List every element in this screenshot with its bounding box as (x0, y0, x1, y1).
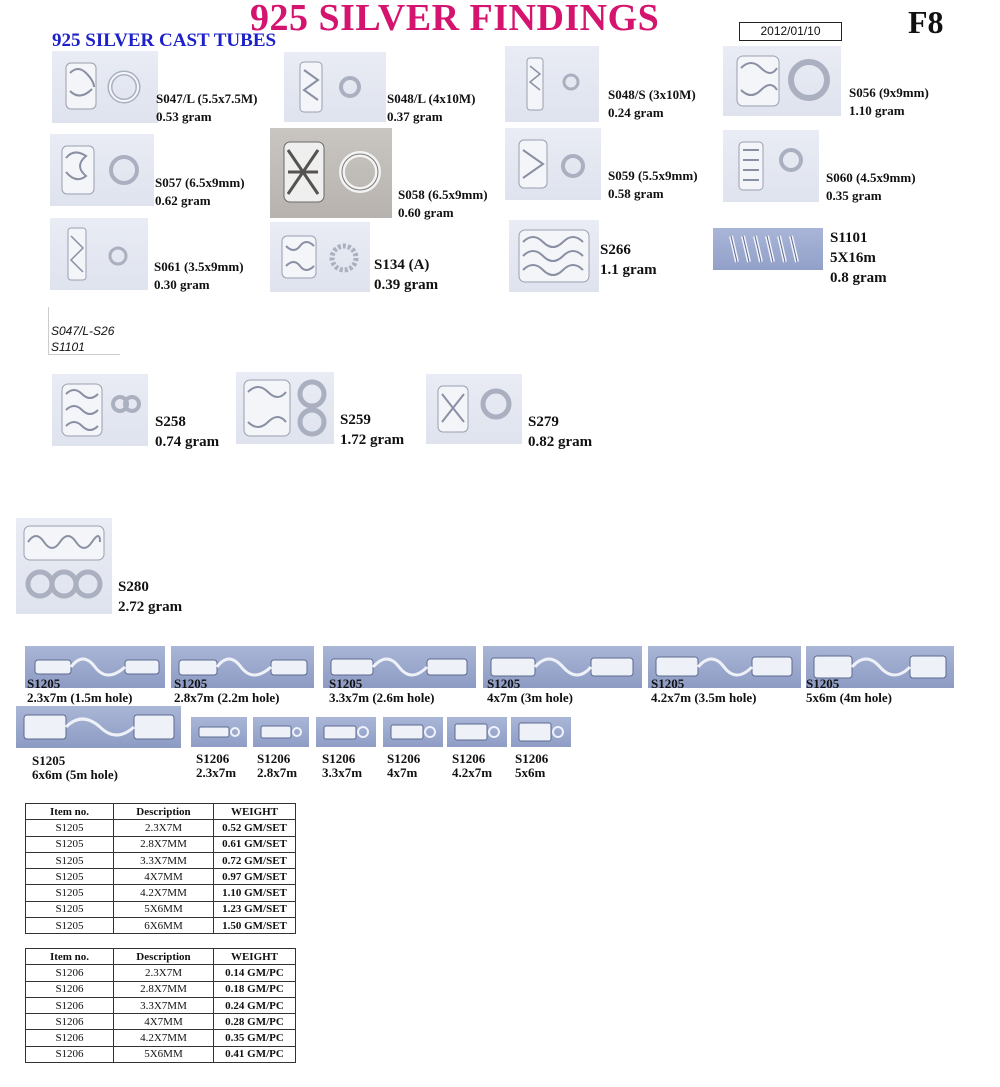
cell-weight: 0.18 GM/PC (214, 981, 296, 997)
product-photo-s047l (52, 51, 158, 123)
table-row (26, 852, 296, 868)
product-photo-s061 (50, 218, 148, 290)
cell-item: S1205 (26, 852, 114, 868)
endcap-label-5: S1206 4.2x7m (452, 751, 493, 780)
page-title: 925 SILVER FINDINGS (250, 0, 660, 39)
cell-item: S1206 (26, 1046, 114, 1062)
product-photo-s134a (270, 222, 370, 292)
cell-weight: 1.23 GM/SET (214, 901, 296, 917)
cell-desc: 4X7MM (114, 1014, 214, 1030)
table-row (26, 918, 296, 934)
cell-weight: 0.97 GM/SET (214, 869, 296, 885)
clasp-label-7: S1205 6x6m (5m hole) (32, 753, 118, 782)
table-header-row (26, 804, 296, 820)
table-row (26, 965, 296, 981)
weight-table-s1206 (25, 948, 296, 1063)
cell-desc: 2.8X7MM (114, 836, 214, 852)
header-item-no: Item no. (26, 804, 114, 820)
date-box: 2012/01/10 (739, 22, 842, 41)
endcap-label-6: S1206 5x6m (515, 751, 549, 780)
table-row (26, 1014, 296, 1030)
cell-desc: 3.3X7MM (114, 852, 214, 868)
endcap-photo-5 (447, 717, 507, 747)
cell-weight: 1.10 GM/SET (214, 885, 296, 901)
cell-item: S1205 (26, 885, 114, 901)
product-photo-s058 (270, 128, 392, 218)
note-box: S047/L-S26 S1101 (48, 307, 120, 355)
cell-weight: 0.28 GM/PC (214, 1014, 296, 1030)
label-s047l: S047/L (5.5x7.5M) 0.53 gram (156, 91, 258, 124)
endcap-photo-3 (316, 717, 376, 747)
page-code: F8 (908, 4, 944, 40)
label-s056: S056 (9x9mm) 1.10 gram (849, 85, 929, 118)
label-s266: S266 1.1 gram (600, 242, 657, 278)
table-row (26, 981, 296, 997)
cell-desc: 5X6MM (114, 901, 214, 917)
cell-weight: 0.52 GM/SET (214, 820, 296, 836)
product-photo-s1101 (713, 228, 823, 270)
endcap-photo-2 (253, 717, 309, 747)
cell-desc: 5X6MM (114, 1046, 214, 1062)
product-photo-s280 (16, 518, 112, 614)
clasp-photo-7 (16, 706, 181, 748)
cell-weight: 1.50 GM/SET (214, 918, 296, 934)
label-s058: S058 (6.5x9mm) 0.60 gram (398, 187, 488, 220)
endcap-label-2: S1206 2.8x7m (257, 751, 298, 780)
cell-item: S1206 (26, 997, 114, 1013)
product-photo-s279 (426, 374, 522, 444)
product-photo-s259 (236, 372, 334, 444)
cell-weight: 0.24 GM/PC (214, 997, 296, 1013)
endcap-photo-6 (511, 717, 571, 747)
cell-item: S1205 (26, 869, 114, 885)
cell-weight: 0.72 GM/SET (214, 852, 296, 868)
product-photo-s258 (52, 374, 148, 446)
label-s048s: S048/S (3x10M) 0.24 gram (608, 87, 696, 120)
table-row (26, 1046, 296, 1062)
section-title: 925 SILVER CAST TUBES (52, 30, 277, 51)
table-row (26, 997, 296, 1013)
cell-weight: 0.14 GM/PC (214, 965, 296, 981)
table-row (26, 1030, 296, 1046)
label-s057: S057 (6.5x9mm) 0.62 gram (155, 175, 245, 208)
endcap-photo-1 (191, 717, 247, 747)
cell-item: S1206 (26, 1014, 114, 1030)
cell-weight: 0.61 GM/SET (214, 836, 296, 852)
table-row (26, 820, 296, 836)
label-s280: S280 2.72 gram (118, 579, 183, 615)
cell-desc: 4.2X7MM (114, 885, 214, 901)
header-description: Description (114, 949, 214, 965)
clasp-label-4: S1205 4x7m (3m hole) (487, 676, 573, 705)
table-row (26, 869, 296, 885)
label-s061: S061 (3.5x9mm) 0.30 gram (154, 259, 244, 292)
clasp-label-2: S1205 2.8x7m (2.2m hole) (174, 676, 280, 705)
header-item-no: Item no. (26, 949, 114, 965)
weight-table-s1205 (25, 803, 296, 934)
cell-desc: 2.8X7MM (114, 981, 214, 997)
product-photo-s048l (284, 52, 386, 122)
product-photo-s056 (723, 46, 841, 116)
cell-desc: 4.2X7MM (114, 1030, 214, 1046)
endcap-label-3: S1206 3.3x7m (322, 751, 363, 780)
clasp-label-3: S1205 3.3x7m (2.6m hole) (329, 676, 435, 705)
product-photo-s048s (505, 46, 599, 122)
header-weight: WEIGHT (214, 804, 296, 820)
header-weight: WEIGHT (214, 949, 296, 965)
cell-item: S1205 (26, 901, 114, 917)
cell-item: S1205 (26, 836, 114, 852)
table-row (26, 885, 296, 901)
product-photo-s266 (509, 220, 599, 292)
product-photo-s059 (505, 128, 601, 200)
label-s059: S059 (5.5x9mm) 0.58 gram (608, 168, 698, 201)
cell-desc: 2.3X7M (114, 820, 214, 836)
cell-desc: 6X6MM (114, 918, 214, 934)
clasp-label-5: S1205 4.2x7m (3.5m hole) (651, 676, 757, 705)
label-s1101: S1101 5X16m 0.8 gram (830, 230, 887, 286)
product-photo-s057 (50, 134, 154, 206)
label-s060: S060 (4.5x9mm) 0.35 gram (826, 170, 916, 203)
label-s279: S279 0.82 gram (528, 414, 593, 450)
endcap-label-1: S1206 2.3x7m (196, 751, 237, 780)
table-row (26, 836, 296, 852)
table-row (26, 901, 296, 917)
cell-desc: 3.3X7MM (114, 997, 214, 1013)
cell-item: S1206 (26, 981, 114, 997)
header-description: Description (114, 804, 214, 820)
endcap-photo-4 (383, 717, 443, 747)
cell-item: S1206 (26, 1030, 114, 1046)
product-photo-s060 (723, 130, 819, 202)
cell-item: S1205 (26, 820, 114, 836)
clasp-label-6: S1205 5x6m (4m hole) (806, 676, 892, 705)
label-s134a: S134 (A) 0.39 gram (374, 257, 439, 293)
label-s048l: S048/L (4x10M) 0.37 gram (387, 91, 476, 124)
cell-desc: 2.3X7M (114, 965, 214, 981)
label-s259: S259 1.72 gram (340, 412, 405, 448)
table-header-row (26, 949, 296, 965)
cell-item: S1205 (26, 918, 114, 934)
cell-weight: 0.35 GM/PC (214, 1030, 296, 1046)
endcap-label-4: S1206 4x7m (387, 751, 421, 780)
cell-item: S1206 (26, 965, 114, 981)
cell-desc: 4X7MM (114, 869, 214, 885)
clasp-label-1: S1205 2.3x7m (1.5m hole) (27, 676, 133, 705)
label-s258: S258 0.74 gram (155, 414, 220, 450)
cell-weight: 0.41 GM/PC (214, 1046, 296, 1062)
